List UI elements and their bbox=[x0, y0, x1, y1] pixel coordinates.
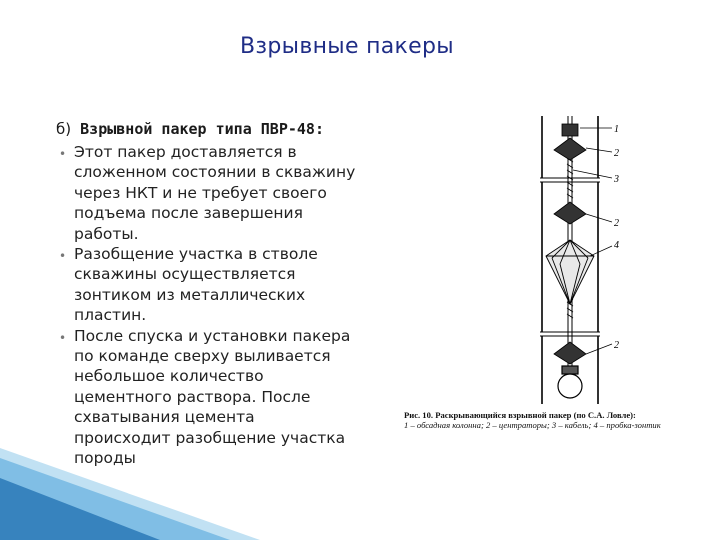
packer-diagram bbox=[540, 114, 640, 406]
bullet-dot-icon: • bbox=[59, 249, 67, 264]
callout-1: 1 bbox=[614, 124, 619, 135]
callout-2c: 2 bbox=[614, 340, 619, 351]
corner-decoration bbox=[0, 448, 260, 540]
bullet-dot-icon: • bbox=[59, 147, 67, 161]
packer-subtitle bbox=[56, 120, 324, 138]
bullet-text: Этот пакер доставляется в сложенном состоянии в скважину через НКТ и не требует своего подъема после завершения работы. bbox=[74, 143, 356, 243]
bullet-item bbox=[56, 244, 356, 326]
callout-4: 4 bbox=[614, 240, 619, 251]
bullet-dot-icon: • bbox=[59, 330, 67, 345]
umbrella-plug-icon bbox=[546, 240, 594, 304]
callout-2b: 2 bbox=[614, 218, 619, 229]
callout-2: 2 bbox=[614, 148, 619, 159]
figure-caption bbox=[404, 410, 672, 430]
caption-head: Рис. 10. Раскрывающийся взрывной пакер (по С.А. Ловле): bbox=[404, 410, 636, 420]
bullet-text: Разобщение участка в стволе скважины осуществляется зонтиком из металлических пластин. bbox=[74, 245, 318, 325]
bullet-text: После спуска и установки пакера по команде сверху выливается небольшое количество цементного раствора. После схватывания цемента происходит разобщение участка породы bbox=[74, 326, 351, 468]
caption-legend: 1 – обсадная колонна; 2 – центраторы; 3 – кабель; 4 – пробка-зонтик bbox=[404, 420, 661, 430]
callout-3: 3 bbox=[614, 174, 619, 185]
slide-title: Взрывные пакеры bbox=[240, 34, 454, 59]
bullet-list bbox=[56, 142, 356, 469]
subtitle-prefix: б) bbox=[56, 120, 72, 138]
bottom-bulb-icon bbox=[558, 366, 582, 398]
subtitle-bold: Взрывной пакер типа ПВР-48: bbox=[80, 120, 324, 138]
bullet-item bbox=[56, 142, 356, 244]
